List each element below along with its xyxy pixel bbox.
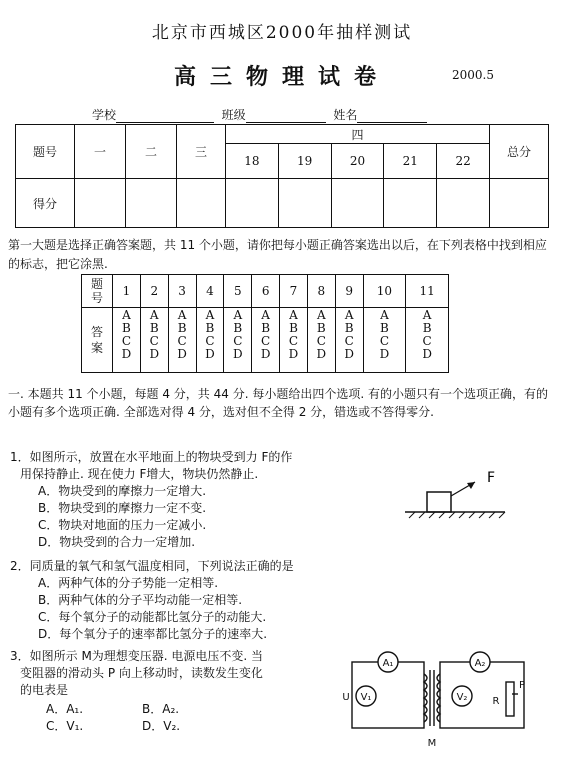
- name-field[interactable]: [357, 110, 427, 123]
- score-cell[interactable]: [331, 179, 384, 228]
- answer-number-5: 5: [224, 275, 252, 308]
- answer-option-mark[interactable]: C: [261, 334, 271, 348]
- answer-option-mark[interactable]: B: [289, 321, 298, 335]
- score-cell[interactable]: [278, 179, 331, 228]
- score-row-header: 题号: [16, 125, 75, 179]
- section-4-header: 四: [226, 125, 490, 144]
- question-3-stem-2: 变阻器的滑动头 P 向上移动时，读数发生变化: [20, 666, 263, 680]
- answer-option-mark[interactable]: D: [205, 347, 215, 361]
- section-3-header: 三: [177, 125, 226, 179]
- score-cell[interactable]: [75, 179, 126, 228]
- answer-option-mark[interactable]: B: [149, 321, 159, 335]
- answer-option-mark[interactable]: A: [316, 308, 326, 322]
- answer-cell-11: [406, 308, 449, 373]
- force-label: F: [487, 470, 496, 486]
- score-cell[interactable]: [126, 179, 177, 228]
- question-2-stem: 2．同质量的氧气和氢气温度相同，下列说法正确的是: [10, 559, 294, 573]
- answer-option-mark[interactable]: B: [422, 321, 432, 335]
- answer-number-11: 11: [406, 275, 449, 308]
- score-cell[interactable]: [226, 179, 279, 228]
- answer-option-mark[interactable]: D: [260, 347, 271, 361]
- answer-option-mark[interactable]: D: [422, 347, 432, 361]
- answer-option-mark[interactable]: B: [233, 321, 243, 335]
- answer-cell-7: [280, 308, 308, 373]
- question-3: [10, 648, 340, 735]
- answer-option-mark[interactable]: C: [205, 334, 215, 348]
- answer-option-mark[interactable]: A: [422, 308, 432, 322]
- answer-number-8: 8: [307, 275, 335, 308]
- answer-cell-5: [224, 308, 252, 373]
- answer-row-label: [82, 308, 113, 373]
- answer-option-mark[interactable]: C: [379, 334, 390, 348]
- question-1-option-a[interactable]: A．物块受到的摩擦力一定增大.: [38, 484, 207, 498]
- subitem-21: 21: [384, 144, 437, 179]
- answer-option-mark[interactable]: A: [261, 308, 270, 322]
- answer-option-mark[interactable]: D: [121, 347, 132, 361]
- answer-option-mark[interactable]: A: [149, 308, 159, 322]
- question-1-stem-1: 1．如图所示，放置在水平地面上的物块受到力 F的作: [10, 450, 293, 464]
- answer-cell-1: [113, 308, 141, 373]
- school-field[interactable]: [116, 110, 214, 123]
- ground-hatch: [409, 512, 505, 518]
- question-1-stem-2: 用保持静止. 现在使力 F增大，物块仍然静止.: [20, 467, 259, 481]
- ammeter-a1-label: A₁: [382, 658, 394, 669]
- question-3-stem-1: 3．如图所示 M为理想变压器. 电源电压不变. 当: [10, 649, 264, 663]
- class-field[interactable]: [246, 110, 326, 123]
- answer-cell-9: [335, 308, 363, 373]
- exam-date: 2000.5: [452, 68, 494, 82]
- answer-option-mark[interactable]: D: [379, 347, 390, 361]
- question-2-option-d[interactable]: D．每个氧分子的速率都比氢分子的速率大.: [38, 627, 268, 641]
- answer-option-mark[interactable]: A: [289, 308, 298, 322]
- score-table: [15, 124, 549, 228]
- school-label: 学校: [92, 108, 117, 122]
- total-header: 总分: [490, 125, 549, 179]
- rheostat-shape: [506, 682, 514, 716]
- question-1: [10, 449, 360, 551]
- score-row-label: 得分: [16, 179, 75, 228]
- answer-number-9: 9: [335, 275, 363, 308]
- question-1-option-d[interactable]: D．物块受到的合力一定增加.: [38, 535, 196, 549]
- answer-cell-2: [140, 308, 168, 373]
- answer-row-header: [82, 275, 113, 308]
- question-1-option-b[interactable]: B．物块受到的摩擦力一定不变.: [38, 501, 207, 515]
- question-2: [10, 558, 460, 643]
- answer-option-mark[interactable]: C: [288, 334, 299, 348]
- answer-option-mark[interactable]: A: [177, 308, 187, 322]
- answer-cell-8: [307, 308, 335, 373]
- transformer-circuit-figure: [338, 648, 538, 754]
- answer-option-mark[interactable]: A: [122, 308, 131, 322]
- answer-option-mark[interactable]: C: [422, 334, 432, 348]
- answer-option-mark[interactable]: B: [261, 321, 271, 335]
- answer-number-2: 2: [140, 275, 168, 308]
- question-3-option-d[interactable]: D．V₂.: [142, 719, 181, 733]
- question-3-option-b[interactable]: B．A₂.: [142, 702, 180, 716]
- answer-number-3: 3: [168, 275, 196, 308]
- question-3-option-c[interactable]: C．V₁.: [46, 719, 84, 733]
- answer-option-mark[interactable]: A: [380, 308, 389, 322]
- answer-option-mark[interactable]: C: [177, 334, 187, 348]
- question-2-option-b[interactable]: B．两种气体的分子平均动能一定相等.: [38, 593, 243, 607]
- score-cell[interactable]: [177, 179, 226, 228]
- score-cell[interactable]: [490, 179, 549, 228]
- answer-option-mark[interactable]: A: [233, 308, 243, 322]
- answer-cell-10: [363, 308, 406, 373]
- secondary-coil: [437, 674, 440, 722]
- question-3-option-a[interactable]: A．A₁.: [46, 702, 84, 716]
- exam-title: 高三物理试卷: [173, 64, 390, 90]
- score-cell[interactable]: [437, 179, 490, 228]
- block-force-figure: [395, 466, 515, 526]
- section-2-header: 二: [126, 125, 177, 179]
- subitem-18: 18: [226, 144, 279, 179]
- answer-cell-4: [196, 308, 224, 373]
- question-1-option-c[interactable]: C．物块对地面的压力一定减小.: [38, 518, 207, 532]
- answer-option-mark[interactable]: B: [344, 321, 354, 335]
- answer-row-header-text: 题号: [91, 277, 104, 305]
- question-2-option-c[interactable]: C．每个氧分子的动能都比氢分子的动能大.: [38, 610, 267, 624]
- voltmeter-v1-label: V₁: [360, 692, 372, 703]
- answer-option-mark[interactable]: B: [380, 321, 389, 335]
- resistor-label: R: [492, 696, 500, 707]
- subitem-19: 19: [278, 144, 331, 179]
- answer-number-7: 7: [280, 275, 308, 308]
- answer-option-mark[interactable]: D: [177, 347, 187, 361]
- section-1-intro: 一. 本题共 11 个小题，每题 4 分，共 44 分. 每小题给出四个选项. 有的小题只有一个选项正确，有的小题有多个选项正确. 全部选对得 4 分，选对但不全得 2 分，错选或不答得零分.: [8, 387, 548, 419]
- exam-header-title: 北京市西城区2000年抽样测试: [151, 23, 413, 43]
- answer-option-mark[interactable]: C: [233, 334, 243, 348]
- answer-table: [81, 274, 449, 373]
- name-label: 姓名: [333, 108, 358, 122]
- class-label: 班级: [221, 108, 246, 122]
- transformer-label: M: [427, 738, 437, 749]
- question-2-option-a[interactable]: A．两种气体的分子势能一定相等.: [38, 576, 219, 590]
- answer-option-mark[interactable]: D: [316, 347, 327, 361]
- student-info-line: [92, 106, 427, 123]
- answer-option-mark[interactable]: C: [121, 334, 132, 348]
- answer-option-mark[interactable]: C: [344, 334, 354, 348]
- answer-option-mark[interactable]: D: [288, 347, 299, 361]
- answer-option-mark[interactable]: B: [316, 321, 326, 335]
- answer-option-mark[interactable]: B: [205, 321, 215, 335]
- instructions: 第一大题是选择正确答案题，共 11 个小题，请你把每小题正确答案选出以后，在下列表格中找到相应的标志，把它涂黑.: [8, 238, 547, 271]
- answer-cell-3: [168, 308, 196, 373]
- primary-coil: [424, 674, 427, 722]
- source-voltage-label: U: [342, 692, 350, 703]
- answer-option-mark[interactable]: D: [149, 347, 160, 361]
- answer-option-mark[interactable]: C: [316, 334, 326, 348]
- answer-option-mark[interactable]: D: [232, 347, 243, 361]
- answer-number-6: 6: [252, 275, 280, 308]
- question-3-stem-3: 的电表是: [20, 683, 69, 697]
- subitem-22: 22: [437, 144, 490, 179]
- slider-label: P: [518, 680, 526, 691]
- block-shape: [427, 492, 451, 512]
- answer-row-label-text: 答案: [91, 325, 104, 355]
- subitem-20: 20: [331, 144, 384, 179]
- answer-option-mark[interactable]: C: [149, 334, 159, 348]
- ammeter-a2-label: A₂: [474, 658, 486, 669]
- answer-number-1: 1: [113, 275, 141, 308]
- answer-option-mark[interactable]: D: [344, 347, 354, 361]
- answer-cell-6: [252, 308, 280, 373]
- answer-option-mark[interactable]: A: [344, 308, 354, 322]
- answer-number-10: 10: [363, 275, 406, 308]
- answer-number-4: 4: [196, 275, 224, 308]
- answer-option-mark[interactable]: A: [205, 308, 215, 322]
- answer-option-mark[interactable]: B: [177, 321, 187, 335]
- answer-option-mark[interactable]: B: [122, 321, 131, 335]
- score-cell[interactable]: [384, 179, 437, 228]
- section-1-header: 一: [75, 125, 126, 179]
- voltmeter-v2-label: V₂: [456, 692, 468, 703]
